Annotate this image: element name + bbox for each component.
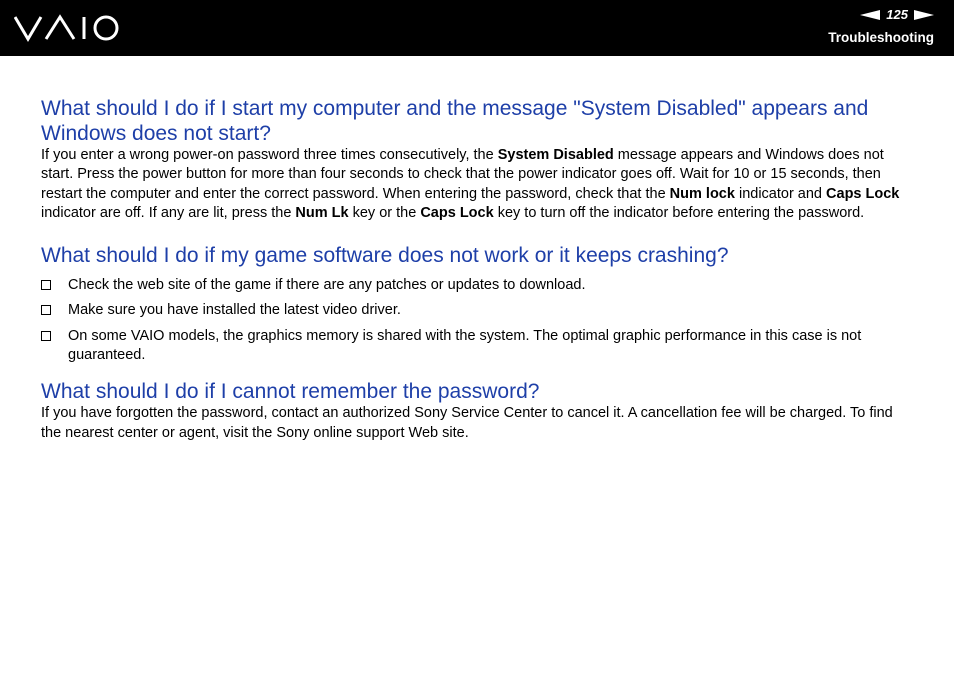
question-heading-password: What should I do if I cannot remember the password? — [41, 380, 540, 404]
answer-system-disabled: If you enter a wrong power-on password three times consecutively, the System Disabled message appears and Windows does not start. Press the power button for more than four seconds to check that the power indicator goes off. Wait for 10 or 15 seconds, then restart the computer and enter the correct password. When entering the password, check that the Num lock indicator and Caps Lock indicator are off. If any are lit, press the Num Lk key or the Caps Lock key to turn off the indicator before entering the password. — [41, 147, 900, 221]
list-item: Make sure you have installed the latest video driver. — [41, 301, 916, 320]
list-item: On some VAIO models, the graphics memory is shared with the system. The optimal graphic performance in this case is not guaranteed. — [41, 327, 916, 366]
checkbox-bullet-icon — [41, 331, 51, 341]
question-heading-game-software: What should I do if my game software does not work or it keeps crashing? — [41, 244, 729, 268]
checkbox-bullet-icon — [41, 305, 51, 315]
vaio-logo — [14, 14, 120, 42]
answer-game-software-list — [41, 276, 916, 365]
triangle-right-icon[interactable] — [914, 10, 934, 20]
list-item: Check the web site of the game if there are any patches or updates to download. — [41, 276, 916, 295]
triangle-left-icon[interactable] — [860, 10, 880, 20]
answer-password: If you have forgotten the password, contact an authorized Sony Service Center to cancel it. A cancellation fee will be charged. To find the nearest center or agent, visit the Sony online support Web site. — [41, 405, 893, 441]
page-navigation — [860, 7, 934, 23]
main-content — [41, 96, 916, 443]
question-heading-system-disabled: What should I do if I start my computer and the message "System Disabled" appears and Windows does not start? — [41, 97, 869, 145]
section-title: Troubleshooting — [828, 30, 934, 45]
page-header — [0, 0, 954, 56]
checkbox-bullet-icon — [41, 280, 51, 290]
page-number: 125 — [886, 7, 908, 22]
